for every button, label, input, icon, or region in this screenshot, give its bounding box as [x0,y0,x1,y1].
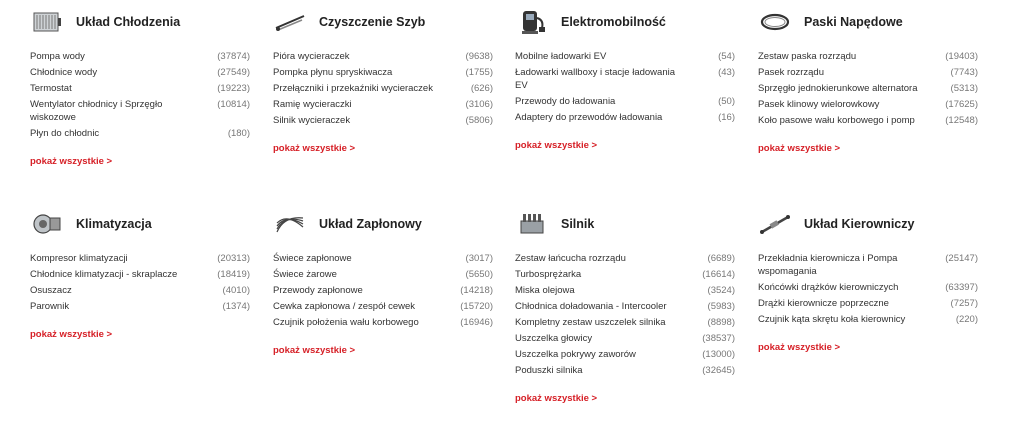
item-name[interactable]: Kompresor klimatyzacji [30,253,128,264]
item-name[interactable]: Przewody zapłonowe [273,285,363,296]
ac-compressor-icon[interactable] [30,210,64,238]
list-item[interactable] [758,82,978,95]
show-all-link[interactable]: pokaż wszystkie > [273,345,356,356]
item-name[interactable]: Świece żarowe [273,269,337,280]
item-name[interactable]: Miska olejowa [515,285,575,296]
item-count: (43) [718,67,735,78]
item-count: (7257) [950,298,978,309]
list-item[interactable] [30,252,250,265]
item-count: (54) [718,51,735,62]
item-count: (13000) [702,349,735,360]
item-count: (1755) [465,67,493,78]
item-name[interactable]: Uszczelka pokrywy zaworów [515,349,636,360]
list-item[interactable] [515,364,735,377]
item-count: (4010) [222,285,250,296]
list-item[interactable] [515,300,735,313]
item-name[interactable]: Chłodnice klimatyzacji - skraplacze [30,269,178,280]
drive-belt-icon[interactable] [758,8,792,36]
item-count: (63397) [945,282,978,293]
list-item[interactable] [30,127,250,140]
item-count: (27549) [217,67,250,78]
category-title[interactable]: Paski Napędowe [804,15,903,29]
category-title[interactable]: Klimatyzacja [76,217,152,231]
category-item-list [30,252,250,313]
category-item-list [30,50,250,140]
item-count: (38537) [702,333,735,344]
list-item[interactable] [30,66,250,79]
item-name[interactable]: Kompletny zestaw uszczelek silnika [515,317,666,328]
list-item[interactable] [30,98,250,124]
item-count: (9638) [465,51,493,62]
category-header[interactable] [758,210,978,238]
show-all-link[interactable]: pokaż wszystkie > [758,143,841,154]
item-name[interactable]: Pompa wody [30,51,85,62]
list-item[interactable] [273,66,493,79]
item-name[interactable]: Czujnik kąta skrętu koła kierownicy [758,314,906,325]
show-all-link[interactable]: pokaż wszystkie > [30,156,113,167]
wiper-icon[interactable] [273,8,307,36]
ev-charger-icon[interactable] [515,8,549,36]
item-count: (19223) [217,83,250,94]
list-item[interactable] [30,300,250,313]
item-name[interactable]: Pasek rozrządu [758,67,825,78]
item-count: (18419) [217,269,250,280]
list-item[interactable] [758,252,978,278]
item-name[interactable]: Płyn do chłodnic [30,128,100,139]
show-all-link[interactable]: pokaż wszystkie > [515,393,598,404]
category-cooling [30,8,250,169]
category-header[interactable] [515,210,735,238]
category-electromobility [515,8,735,153]
item-name[interactable]: Przekładnia kierownicza i Pompa wspomagania [758,253,898,277]
item-name[interactable]: Wentylator chłodnicy i Sprzęgło wiskozowe [30,99,163,123]
list-item[interactable] [273,82,493,95]
item-name[interactable]: Przełączniki i przekaźniki wycieraczek [273,83,433,94]
ignition-cables-icon[interactable] [273,210,307,238]
list-item[interactable] [515,66,735,92]
list-item[interactable] [515,332,735,345]
item-count: (50) [718,96,735,107]
item-count: (3017) [465,253,493,264]
category-item-list [758,252,978,326]
item-count: (16614) [702,269,735,280]
item-count: (16) [718,112,735,123]
category-title[interactable]: Układ Chłodzenia [76,15,181,29]
item-count: (5983) [707,301,735,312]
category-header[interactable] [515,8,735,36]
show-all-link[interactable]: pokaż wszystkie > [273,143,356,154]
category-wipers [273,8,493,156]
list-item[interactable] [758,281,978,294]
item-name[interactable]: Uszczelka głowicy [515,333,593,344]
item-name[interactable]: Zestaw paska rozrządu [758,51,857,62]
list-item[interactable] [758,297,978,310]
list-item[interactable] [515,95,735,108]
item-name[interactable]: Ładowarki wallboxy i stacje ładowania EV [515,67,676,91]
item-count: (3106) [465,99,493,110]
item-name[interactable]: Osuszacz [30,285,72,296]
item-count: (16946) [460,317,493,328]
item-name[interactable]: Pompka płynu spryskiwacza [273,67,393,78]
list-item[interactable] [30,284,250,297]
list-item[interactable] [515,111,735,124]
item-name[interactable]: Silnik wycieraczek [273,115,351,126]
item-count: (8898) [707,317,735,328]
category-header[interactable] [30,210,250,238]
category-steering [758,210,978,355]
category-item-list [515,252,735,377]
item-count: (12548) [945,115,978,126]
category-item-list [273,50,493,127]
engine-icon[interactable] [515,210,549,238]
item-name[interactable]: Termostat [30,83,72,94]
category-ignition [273,210,493,358]
category-title[interactable]: Silnik [561,217,595,231]
item-count: (20313) [217,253,250,264]
list-item[interactable] [758,98,978,111]
item-name[interactable]: Zestaw łańcucha rozrządu [515,253,626,264]
list-item[interactable] [758,313,978,326]
category-air-conditioning [30,210,250,342]
category-header[interactable] [273,8,493,36]
show-all-link[interactable]: pokaż wszystkie > [758,342,841,353]
item-name[interactable]: Chłodnice wody [30,67,98,78]
list-item[interactable] [515,252,735,265]
category-engine [515,210,735,406]
category-item-list [758,50,978,127]
list-item[interactable] [758,50,978,63]
item-name[interactable]: Ramię wycieraczki [273,99,352,110]
show-all-link[interactable]: pokaż wszystkie > [515,140,598,151]
list-item[interactable] [515,284,735,297]
category-header[interactable] [758,8,978,36]
category-item-list [515,50,735,124]
item-count: (5650) [465,269,493,280]
item-count: (17625) [945,99,978,110]
list-item[interactable] [273,114,493,127]
list-item[interactable] [30,82,250,95]
category-title[interactable]: Czyszczenie Szyb [319,15,426,29]
list-item[interactable] [273,300,493,313]
item-name[interactable]: Drążki kierownicze poprzeczne [758,298,889,309]
item-count: (7743) [950,67,978,78]
item-count: (19403) [945,51,978,62]
item-count: (25147) [945,253,978,264]
list-item[interactable] [30,268,250,281]
category-title[interactable]: Układ Zapłonowy [319,217,422,231]
list-item[interactable] [273,316,493,329]
list-item[interactable] [758,66,978,79]
item-count: (10814) [217,99,250,110]
item-name[interactable]: Pióra wycieraczek [273,51,350,62]
list-item[interactable] [515,348,735,361]
item-name[interactable]: Końcówki drążków kierowniczych [758,282,899,293]
item-count: (626) [470,83,493,94]
item-count: (5806) [465,115,493,126]
radiator-icon[interactable] [30,8,64,36]
item-count: (6689) [707,253,735,264]
category-title[interactable]: Elektromobilność [561,15,666,29]
item-count: (14218) [460,285,493,296]
list-item[interactable] [515,316,735,329]
item-name[interactable]: Mobilne ładowarki EV [515,51,607,62]
item-count: (220) [955,314,978,325]
item-name[interactable]: Czujnik położenia wału korbowego [273,317,419,328]
item-name[interactable]: Parownik [30,301,70,312]
item-count: (5313) [950,83,978,94]
list-item[interactable] [273,268,493,281]
item-count: (32645) [702,365,735,376]
category-header[interactable] [30,8,250,36]
list-item[interactable] [515,50,735,63]
item-name[interactable]: Koło pasowe wału korbowego i pomp [758,115,915,126]
list-item[interactable] [273,252,493,265]
list-item[interactable] [273,284,493,297]
item-count: (180) [227,128,250,139]
list-item[interactable] [273,98,493,111]
item-name[interactable]: Chłodnica doładowania - Intercooler [515,301,667,312]
category-title[interactable]: Układ Kierowniczy [804,217,915,231]
item-count: (1374) [222,301,250,312]
steering-rack-icon[interactable] [758,210,792,238]
list-item[interactable] [273,50,493,63]
item-name[interactable]: Sprzęgło jednokierunkowe alternatora [758,83,918,94]
item-name[interactable]: Cewka zapłonowa / zespół cewek [273,301,416,312]
category-header[interactable] [273,210,493,238]
category-drive-belts [758,8,978,156]
item-name[interactable]: Turbosprężarka [515,269,582,280]
list-item[interactable] [30,50,250,63]
item-count: (37874) [217,51,250,62]
item-name[interactable]: Przewody do ładowania [515,96,616,107]
item-name[interactable]: Świece zapłonowe [273,253,352,264]
item-name[interactable]: Poduszki silnika [515,365,583,376]
item-count: (3524) [707,285,735,296]
show-all-link[interactable]: pokaż wszystkie > [30,329,113,340]
item-name[interactable]: Pasek klinowy wielorowkowy [758,99,880,110]
item-count: (15720) [460,301,493,312]
list-item[interactable] [758,114,978,127]
category-item-list [273,252,493,329]
item-name[interactable]: Adaptery do przewodów ładowania [515,112,663,123]
list-item[interactable] [515,268,735,281]
